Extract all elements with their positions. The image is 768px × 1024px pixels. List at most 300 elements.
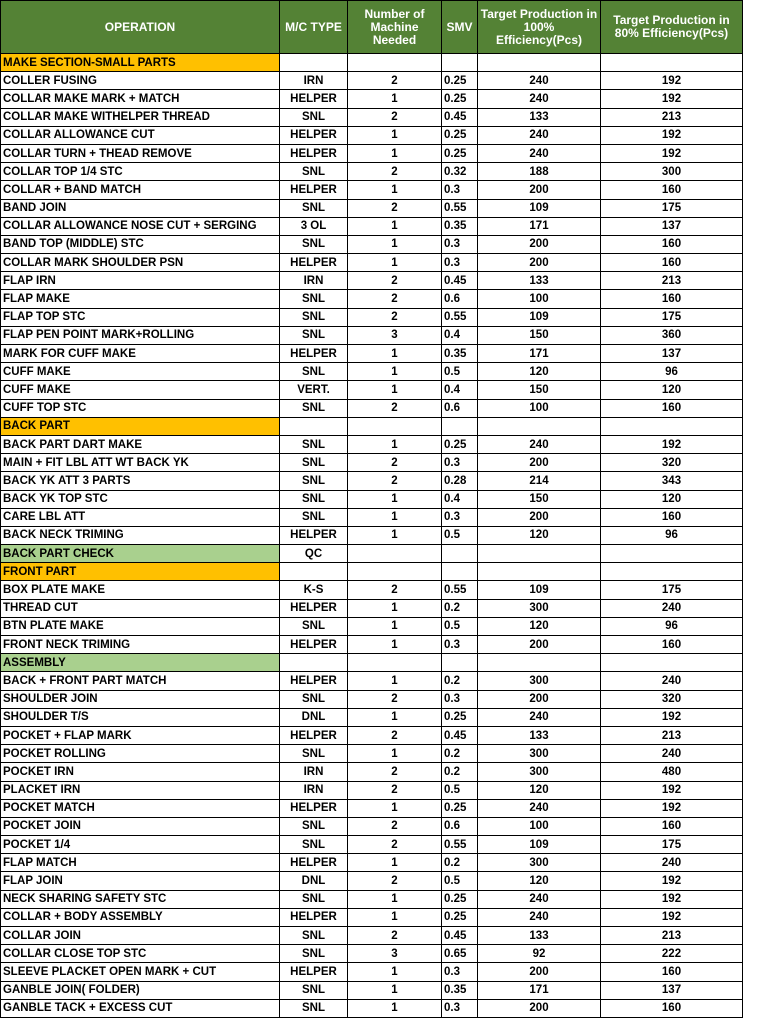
machines-cell: 2 [348,199,442,217]
table-body [1,54,743,1018]
target-80-cell: 137 [601,981,743,999]
operation-cell: COLLAR TOP 1/4 STC [1,163,280,181]
target-80-cell: 192 [601,72,743,90]
mc-type-cell: 3 OL [280,217,348,235]
mc-type-cell: SNL [280,472,348,490]
machines-cell: 2 [348,872,442,890]
section-row [1,654,743,672]
mc-type-cell: SNL [280,435,348,453]
target-100-cell: 133 [478,108,601,126]
machines-cell: 1 [348,908,442,926]
operation-cell: COLLAR ALLOWANCE NOSE CUT + SERGING [1,217,280,235]
mc-type-cell: SNL [280,326,348,344]
operation-cell: SHOULDER T/S [1,708,280,726]
operation-cell: COLLER FUSING [1,72,280,90]
target-100-cell: 133 [478,272,601,290]
target-80-cell: 120 [601,381,743,399]
operation-cell: BACK YK ATT 3 PARTS [1,472,280,490]
smv-cell: 0.45 [442,272,478,290]
mc-type-cell [280,54,348,72]
machines-cell [348,54,442,72]
operation-cell: BACK NECK TRIMING [1,526,280,544]
operation-cell: FLAP JOIN [1,872,280,890]
table-row [1,72,743,90]
smv-cell: 0.2 [442,763,478,781]
machines-cell: 2 [348,817,442,835]
mc-type-cell: SNL [280,981,348,999]
table-row [1,690,743,708]
target-100-cell: 240 [478,126,601,144]
target-100-cell: 109 [478,581,601,599]
machines-cell: 3 [348,945,442,963]
smv-cell [442,654,478,672]
table-row [1,508,743,526]
machines-cell [348,563,442,581]
smv-cell: 0.45 [442,927,478,945]
target-80-cell: 192 [601,90,743,108]
operation-cell: COLLAR CLOSE TOP STC [1,945,280,963]
section-row [1,545,743,563]
operation-cell: FLAP MATCH [1,854,280,872]
mc-type-cell: SNL [280,817,348,835]
table-row [1,326,743,344]
mc-type-cell: HELPER [280,672,348,690]
machines-cell [348,654,442,672]
smv-cell: 0.25 [442,144,478,162]
operation-cell: BAND JOIN [1,199,280,217]
target-100-cell: 200 [478,636,601,654]
operation-cell: COLLAR MAKE WITHELPER THREAD [1,108,280,126]
machines-cell: 2 [348,927,442,945]
mc-type-cell: K-S [280,581,348,599]
header-mc-type: M/C TYPE [280,1,348,54]
machines-cell: 2 [348,308,442,326]
machines-cell: 1 [348,181,442,199]
header-target-100: Target Production in 100% Efficiency(Pcs) [478,1,601,54]
smv-cell: 0.4 [442,326,478,344]
machines-cell: 1 [348,254,442,272]
mc-type-cell: HELPER [280,726,348,744]
machines-cell: 1 [348,599,442,617]
mc-type-cell: HELPER [280,963,348,981]
target-80-cell: 137 [601,345,743,363]
target-80-cell: 343 [601,472,743,490]
table-row [1,490,743,508]
smv-cell: 0.2 [442,599,478,617]
operation-cell: PLACKET IRN [1,781,280,799]
mc-type-cell: HELPER [280,599,348,617]
operation-cell: POCKET MATCH [1,799,280,817]
machines-cell: 1 [348,799,442,817]
table-row [1,636,743,654]
mc-type-cell: HELPER [280,908,348,926]
operation-cell: NECK SHARING SAFETY STC [1,890,280,908]
target-100-cell: 120 [478,526,601,544]
operation-cell: GANBLE TACK + EXCESS CUT [1,999,280,1017]
table-row [1,854,743,872]
smv-cell [442,545,478,563]
table-row [1,126,743,144]
target-100-cell: 300 [478,672,601,690]
mc-type-cell: SNL [280,163,348,181]
machines-cell [348,545,442,563]
operation-cell: CUFF TOP STC [1,399,280,417]
table-row [1,981,743,999]
target-100-cell: 109 [478,308,601,326]
operation-cell: CUFF MAKE [1,381,280,399]
machines-cell: 1 [348,745,442,763]
mc-type-cell: SNL [280,690,348,708]
target-100-cell: 109 [478,199,601,217]
target-80-cell: 160 [601,399,743,417]
smv-cell: 0.25 [442,890,478,908]
smv-cell [442,417,478,435]
target-100-cell: 240 [478,90,601,108]
mc-type-cell: HELPER [280,345,348,363]
table-row [1,745,743,763]
target-100-cell: 171 [478,981,601,999]
machines-cell: 1 [348,144,442,162]
operation-cell: COLLAR MARK SHOULDER PSN [1,254,280,272]
operation-cell: FLAP IRN [1,272,280,290]
machines-cell: 1 [348,363,442,381]
machines-cell: 1 [348,235,442,253]
target-80-cell: 175 [601,581,743,599]
operation-cell: POCKET IRN [1,763,280,781]
machines-cell: 1 [348,345,442,363]
table-row [1,363,743,381]
mc-type-cell: SNL [280,927,348,945]
table-row [1,217,743,235]
mc-type-cell: DNL [280,872,348,890]
target-80-cell: 320 [601,690,743,708]
smv-cell: 0.28 [442,472,478,490]
mc-type-cell: SNL [280,508,348,526]
table-row [1,963,743,981]
target-80-cell: 192 [601,435,743,453]
mc-type-cell: DNL [280,708,348,726]
machines-cell: 2 [348,72,442,90]
mc-type-cell: HELPER [280,854,348,872]
target-80-cell: 192 [601,872,743,890]
target-80-cell: 120 [601,490,743,508]
table-row [1,472,743,490]
target-100-cell [478,545,601,563]
smv-cell: 0.25 [442,72,478,90]
target-100-cell: 200 [478,999,601,1017]
table-row [1,290,743,308]
operation-cell: POCKET + FLAP MARK [1,726,280,744]
table-row [1,999,743,1017]
target-100-cell [478,654,601,672]
target-100-cell: 100 [478,399,601,417]
smv-cell: 0.35 [442,345,478,363]
mc-type-cell: VERT. [280,381,348,399]
section-title: MAKE SECTION-SMALL PARTS [1,54,280,72]
smv-cell [442,54,478,72]
operation-cell: COLLAR JOIN [1,927,280,945]
machines-cell: 1 [348,672,442,690]
machines-cell: 1 [348,963,442,981]
target-80-cell: 320 [601,454,743,472]
mc-type-cell: SNL [280,199,348,217]
target-80-cell [601,563,743,581]
table-row [1,890,743,908]
target-80-cell: 96 [601,526,743,544]
table-row [1,272,743,290]
table-row [1,945,743,963]
table-row [1,672,743,690]
smv-cell: 0.2 [442,672,478,690]
operation-cell: POCKET ROLLING [1,745,280,763]
table-row [1,163,743,181]
target-80-cell: 160 [601,254,743,272]
target-80-cell: 192 [601,799,743,817]
target-100-cell: 300 [478,763,601,781]
machines-cell: 1 [348,90,442,108]
machines-cell: 2 [348,163,442,181]
table-row [1,763,743,781]
machines-cell: 2 [348,581,442,599]
smv-cell: 0.45 [442,726,478,744]
mc-type-cell: HELPER [280,144,348,162]
target-100-cell: 240 [478,708,601,726]
operation-cell: COLLAR + BODY ASSEMBLY [1,908,280,926]
mc-type-cell: IRN [280,272,348,290]
mc-type-cell: SNL [280,108,348,126]
operation-cell: FLAP MAKE [1,290,280,308]
table-row [1,872,743,890]
target-100-cell: 133 [478,927,601,945]
mc-type-cell: HELPER [280,254,348,272]
operation-cell: FLAP PEN POINT MARK+ROLLING [1,326,280,344]
mc-type-cell: SNL [280,399,348,417]
smv-cell: 0.3 [442,508,478,526]
table-row [1,908,743,926]
target-80-cell: 175 [601,308,743,326]
smv-cell: 0.3 [442,999,478,1017]
target-80-cell: 192 [601,126,743,144]
table-row [1,836,743,854]
smv-cell: 0.25 [442,799,478,817]
smv-cell: 0.25 [442,90,478,108]
target-80-cell: 240 [601,854,743,872]
smv-cell: 0.4 [442,381,478,399]
target-100-cell: 109 [478,836,601,854]
operation-cell: MAIN + FIT LBL ATT WT BACK YK [1,454,280,472]
target-100-cell: 300 [478,745,601,763]
mc-type-cell: HELPER [280,181,348,199]
operation-cell: COLLAR TURN + THEAD REMOVE [1,144,280,162]
section-title: FRONT PART [1,563,280,581]
smv-cell: 0.3 [442,254,478,272]
target-100-cell: 240 [478,890,601,908]
smv-cell: 0.3 [442,963,478,981]
target-100-cell: 92 [478,945,601,963]
operation-cell: BTN PLATE MAKE [1,617,280,635]
target-80-cell: 213 [601,927,743,945]
operation-cell: COLLAR MAKE MARK + MATCH [1,90,280,108]
operation-cell: SHOULDER JOIN [1,690,280,708]
target-100-cell: 171 [478,345,601,363]
mc-type-cell: IRN [280,72,348,90]
table-row [1,199,743,217]
mc-type-cell: SNL [280,363,348,381]
target-100-cell: 200 [478,235,601,253]
target-100-cell: 240 [478,799,601,817]
mc-type-cell: HELPER [280,90,348,108]
target-100-cell: 240 [478,908,601,926]
machines-cell: 1 [348,890,442,908]
target-80-cell [601,654,743,672]
table-row [1,781,743,799]
target-100-cell: 214 [478,472,601,490]
target-100-cell: 300 [478,599,601,617]
mc-type-cell: SNL [280,454,348,472]
mc-type-cell: SNL [280,617,348,635]
smv-cell: 0.5 [442,872,478,890]
table-row [1,799,743,817]
table-row [1,454,743,472]
table-row [1,617,743,635]
smv-cell: 0.25 [442,126,478,144]
target-80-cell: 96 [601,363,743,381]
target-80-cell: 175 [601,836,743,854]
mc-type-cell: SNL [280,890,348,908]
machines-cell: 2 [348,726,442,744]
target-80-cell: 160 [601,817,743,835]
target-80-cell: 192 [601,708,743,726]
machines-cell: 3 [348,326,442,344]
target-80-cell: 480 [601,763,743,781]
machines-cell: 1 [348,435,442,453]
mc-type-cell [280,654,348,672]
table-row [1,399,743,417]
target-80-cell: 240 [601,745,743,763]
machines-cell: 2 [348,781,442,799]
target-100-cell: 200 [478,254,601,272]
table-row [1,435,743,453]
target-80-cell [601,417,743,435]
machines-cell: 1 [348,854,442,872]
target-80-cell: 160 [601,181,743,199]
smv-cell [442,563,478,581]
target-100-cell: 120 [478,781,601,799]
header-smv: SMV [442,1,478,54]
machines-cell: 1 [348,490,442,508]
table-row [1,708,743,726]
table-row [1,927,743,945]
mc-type-cell [280,417,348,435]
smv-cell: 0.35 [442,217,478,235]
smv-cell: 0.3 [442,636,478,654]
smv-cell: 0.4 [442,490,478,508]
machines-cell: 1 [348,381,442,399]
operation-cell: MARK FOR CUFF MAKE [1,345,280,363]
mc-type-cell: SNL [280,745,348,763]
machines-cell: 2 [348,108,442,126]
operation-cell: COLLAR ALLOWANCE CUT [1,126,280,144]
smv-cell: 0.55 [442,581,478,599]
smv-cell: 0.45 [442,108,478,126]
mc-type-cell: SNL [280,235,348,253]
smv-cell: 0.5 [442,781,478,799]
target-100-cell: 100 [478,290,601,308]
mc-type-cell: SNL [280,290,348,308]
machines-cell: 1 [348,999,442,1017]
target-100-cell: 120 [478,617,601,635]
machines-cell: 2 [348,690,442,708]
table-row [1,144,743,162]
mc-type-cell: HELPER [280,636,348,654]
machines-cell: 2 [348,399,442,417]
machines-cell [348,417,442,435]
operation-cell: BOX PLATE MAKE [1,581,280,599]
table-row [1,90,743,108]
target-80-cell [601,54,743,72]
target-100-cell [478,417,601,435]
smv-cell: 0.2 [442,745,478,763]
target-100-cell: 240 [478,144,601,162]
operation-cell: SLEEVE PLACKET OPEN MARK + CUT [1,963,280,981]
smv-cell: 0.25 [442,435,478,453]
target-80-cell: 213 [601,272,743,290]
smv-cell: 0.25 [442,908,478,926]
header-row [1,1,743,54]
table-row [1,581,743,599]
operation-cell: BAND TOP (MIDDLE) STC [1,235,280,253]
operation-cell: THREAD CUT [1,599,280,617]
target-80-cell: 137 [601,217,743,235]
smv-cell: 0.55 [442,308,478,326]
table-row [1,526,743,544]
smv-cell: 0.3 [442,181,478,199]
table-row [1,381,743,399]
mc-type-cell: SNL [280,999,348,1017]
smv-cell: 0.5 [442,363,478,381]
section-title: ASSEMBLY [1,654,280,672]
target-80-cell: 160 [601,963,743,981]
mc-type-cell: SNL [280,945,348,963]
target-100-cell: 100 [478,817,601,835]
table-row [1,726,743,744]
mc-type-cell: IRN [280,781,348,799]
target-100-cell: 200 [478,508,601,526]
mc-type-cell: IRN [280,763,348,781]
smv-cell: 0.2 [442,854,478,872]
operation-cell: BACK PART DART MAKE [1,435,280,453]
machines-cell: 1 [348,217,442,235]
target-100-cell [478,563,601,581]
target-80-cell: 192 [601,890,743,908]
table-row [1,181,743,199]
smv-cell: 0.6 [442,817,478,835]
table-row [1,254,743,272]
target-80-cell: 213 [601,108,743,126]
machines-cell: 2 [348,454,442,472]
target-80-cell: 160 [601,999,743,1017]
target-80-cell: 160 [601,508,743,526]
target-100-cell: 150 [478,490,601,508]
target-100-cell: 120 [478,872,601,890]
target-80-cell: 213 [601,726,743,744]
target-100-cell [478,54,601,72]
operation-cell: FRONT NECK TRIMING [1,636,280,654]
operation-cell: BACK YK TOP STC [1,490,280,508]
smv-cell: 0.25 [442,708,478,726]
mc-type-cell: QC [280,545,348,563]
mc-type-cell: HELPER [280,799,348,817]
